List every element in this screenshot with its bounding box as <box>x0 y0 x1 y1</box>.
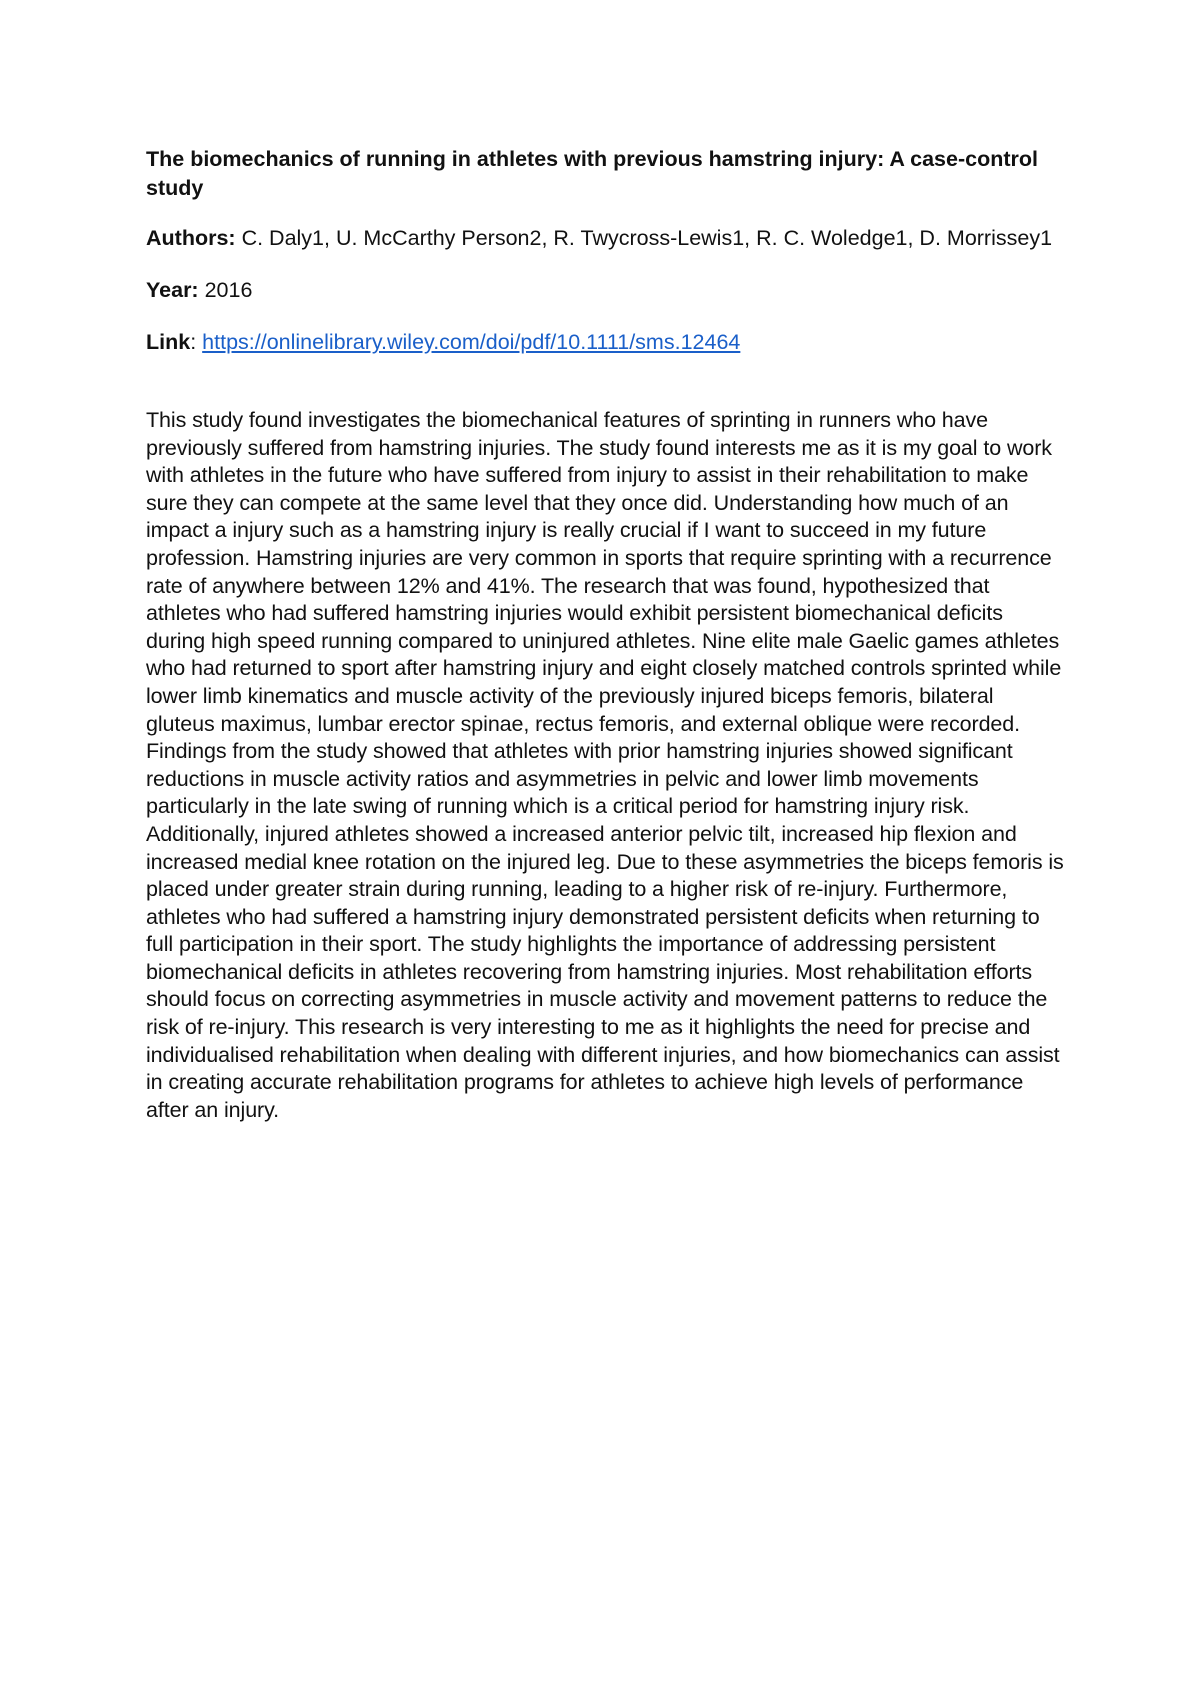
authors-label: Authors: <box>146 226 236 250</box>
document-page <box>146 145 1066 1124</box>
year-line <box>146 277 1066 303</box>
year-value: 2016 <box>204 278 253 302</box>
authors-value: C. Daly1, U. McCarthy Person2, R. Twycross-Lewis1, R. C. Woledge1, D. Morrissey1 <box>241 226 1053 250</box>
link-line <box>146 329 1066 355</box>
source-link[interactable]: https://onlinelibrary.wiley.com/doi/pdf/10.1111/sms.12464 <box>202 330 741 354</box>
document-title: The biomechanics of running in athletes with previous hamstring injury: A case-control study <box>146 147 1038 200</box>
authors-line <box>146 225 1066 251</box>
year-label: Year: <box>146 278 199 302</box>
link-separator: : <box>190 330 197 354</box>
body-paragraph: This study found investigates the biomechanical features of sprinting in runners who have previously suffered from hamstring injuries. The study found interests me as it is my goal to work with athletes in the future who have suffered from injury to assist in their rehabilitation to make sure they can compete at the same level that they once did. Understanding how much of an impact a injury such as a hamstring injury is really crucial if I want to succeed in my future profession. Hamstring injuries are very common in sports that require sprinting with a recurrence rate of anywhere between 12% and 41%. The research that was found, hypothesized that athletes who had suffered hamstring injuries would exhibit persistent biomechanical deficits during high speed running compared to uninjured athletes. Nine elite male Gaelic games athletes who had returned to sport after hamstring injury and eight closely matched controls sprinted while lower limb kinematics and muscle activity of the previously injured biceps femoris, bilateral gluteus maximus, lumbar erector spinae, rectus femoris, and external oblique were recorded. Findings from the study showed that athletes with prior hamstring injuries showed significant reductions in muscle activity ratios and asymmetries in pelvic and lower limb movements particularly in the late swing of running which is a critical period for hamstring injury risk. Additionally, injured athletes showed a increased anterior pelvic tilt, increased hip flexion and increased medial knee rotation on the injured leg. Due to these asymmetries the biceps femoris is placed under greater strain during running, leading to a higher risk of re-injury. Furthermore, athletes who had suffered a hamstring injury demonstrated persistent deficits when returning to full participation in their sport. The study highlights the importance of addressing persistent biomechanical deficits in athletes recovering from hamstring injuries. Most rehabilitation efforts should focus on correcting asymmetries in muscle activity and movement patterns to reduce the risk of re-injury. This research is very interesting to me as it highlights the need for precise and individualised rehabilitation when dealing with different injuries, and how biomechanics can assist in creating accurate rehabilitation programs for athletes to achieve high levels of performance after an injury. <box>146 408 1064 1122</box>
link-label: Link <box>146 330 191 354</box>
